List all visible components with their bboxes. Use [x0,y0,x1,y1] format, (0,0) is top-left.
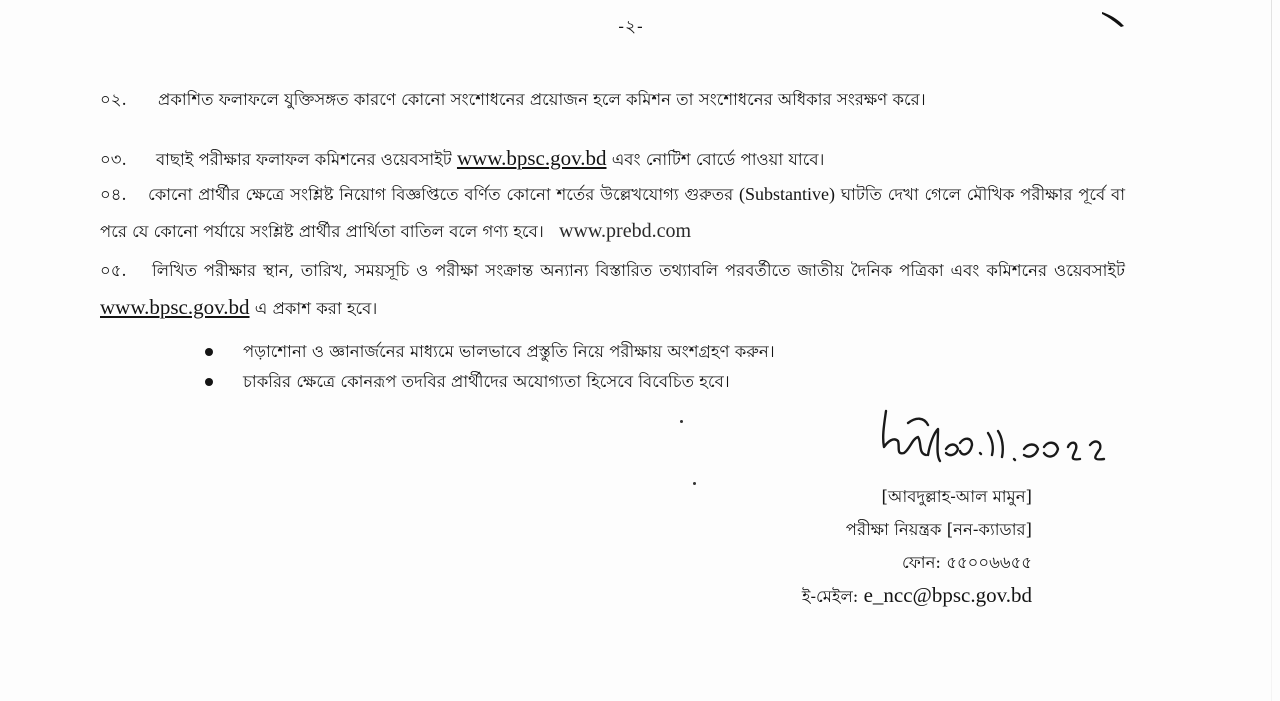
list-item [205,367,905,397]
scan-speck [693,482,696,485]
list-item-text: চাকরির ক্ষেত্রে কোনরূপ তদবির প্রার্থীদের অযোগ্যতা হিসেবে বিবেচিত হবে। [243,372,730,391]
website-link[interactable]: www.bpsc.gov.bd [100,295,250,319]
page-number: -২- [618,17,644,37]
paragraph-05 [100,253,1125,327]
paragraph-03 [100,140,1125,178]
signatory-name: [আবদুল্লাহ-আল মামুন] [881,487,1032,506]
paragraph-text: প্রকাশিত ফলাফলে যুক্তিসঙ্গত কারণে কোনো সংশোধনের প্রয়োজন হলে কমিশন তা সংশোধনের অধিকার সংরক্ষণ করে। [158,90,926,109]
list-item-text: পড়াশোনা ও জ্ঞানার্জনের মাধ্যমে ভালভাবে প্রস্তুতি নিয়ে পরীক্ষায় অংশগ্রহণ করুন। [243,342,775,361]
bullet-icon [205,348,213,356]
email-address[interactable]: e_ncc@bpsc.gov.bd [863,583,1032,607]
signatory-designation: পরীক্ষা নিয়ন্ত্রক [নন-ক্যাডার] [845,520,1032,539]
paragraph-04 [100,176,1125,250]
paragraph-text: ঘাটতি দেখা গেলে মৌখিক পরীক্ষার পূর্বে বা পরে যে কোনো পর্যায়ে সংশ্লিষ্ট প্রার্থীর প্রার্থিতা বাতিল বলে গণ্য হবে। [100,185,1125,241]
list-item [205,337,905,367]
paragraph-number: ০৫. [100,261,127,280]
phone-label: ফোন: [902,553,941,572]
paragraph-number: ০২. [100,90,127,109]
paragraph-text: এবং নোটিশ বোর্ডে পাওয়া যাবে। [611,150,825,169]
phone-line [802,546,1032,579]
paragraph-02 [100,82,1125,118]
scan-speck [680,420,683,423]
paragraph-number: ০৪. [100,185,127,204]
phone-number: ৫৫০০৬৬৫৫ [946,553,1032,572]
signatory-block [802,480,1032,613]
scan-edge [1271,0,1272,701]
website-link[interactable]: www.bpsc.gov.bd [456,146,607,170]
watermark-text: www.prebd.com [559,220,692,242]
instruction-list [205,337,905,397]
bullet-icon [205,378,213,386]
english-term: (Substantive) [739,184,836,204]
paragraph-text: এ প্রকাশ করা হবে। [254,299,378,318]
paragraph-text: কোনো প্রার্থীর ক্ষেত্রে সংশ্লিষ্ট নিয়োগ বিজ্ঞপ্তিতে বর্ণিত কোনো শর্তের উল্লেখযোগ্য গুরুতর [148,185,734,204]
paragraph-text: বাছাই পরীক্ষার ফলাফল কমিশনের ওয়েবসাইট [156,150,452,169]
email-label: ই-মেইল: [801,587,859,606]
email-line [802,579,1032,613]
paragraph-number: ০৩. [100,150,127,169]
paragraph-text: লিখিত পরীক্ষার স্থান, তারিখ, সময়সূচি ও পরীক্ষা সংক্রান্ত অন্যান্য বিস্তারিত তথ্যাবলি পরবর্তীতে জাতীয় দৈনিক পত্রিকা এবং কমিশনের ওয়েবসাইট [152,261,1125,280]
